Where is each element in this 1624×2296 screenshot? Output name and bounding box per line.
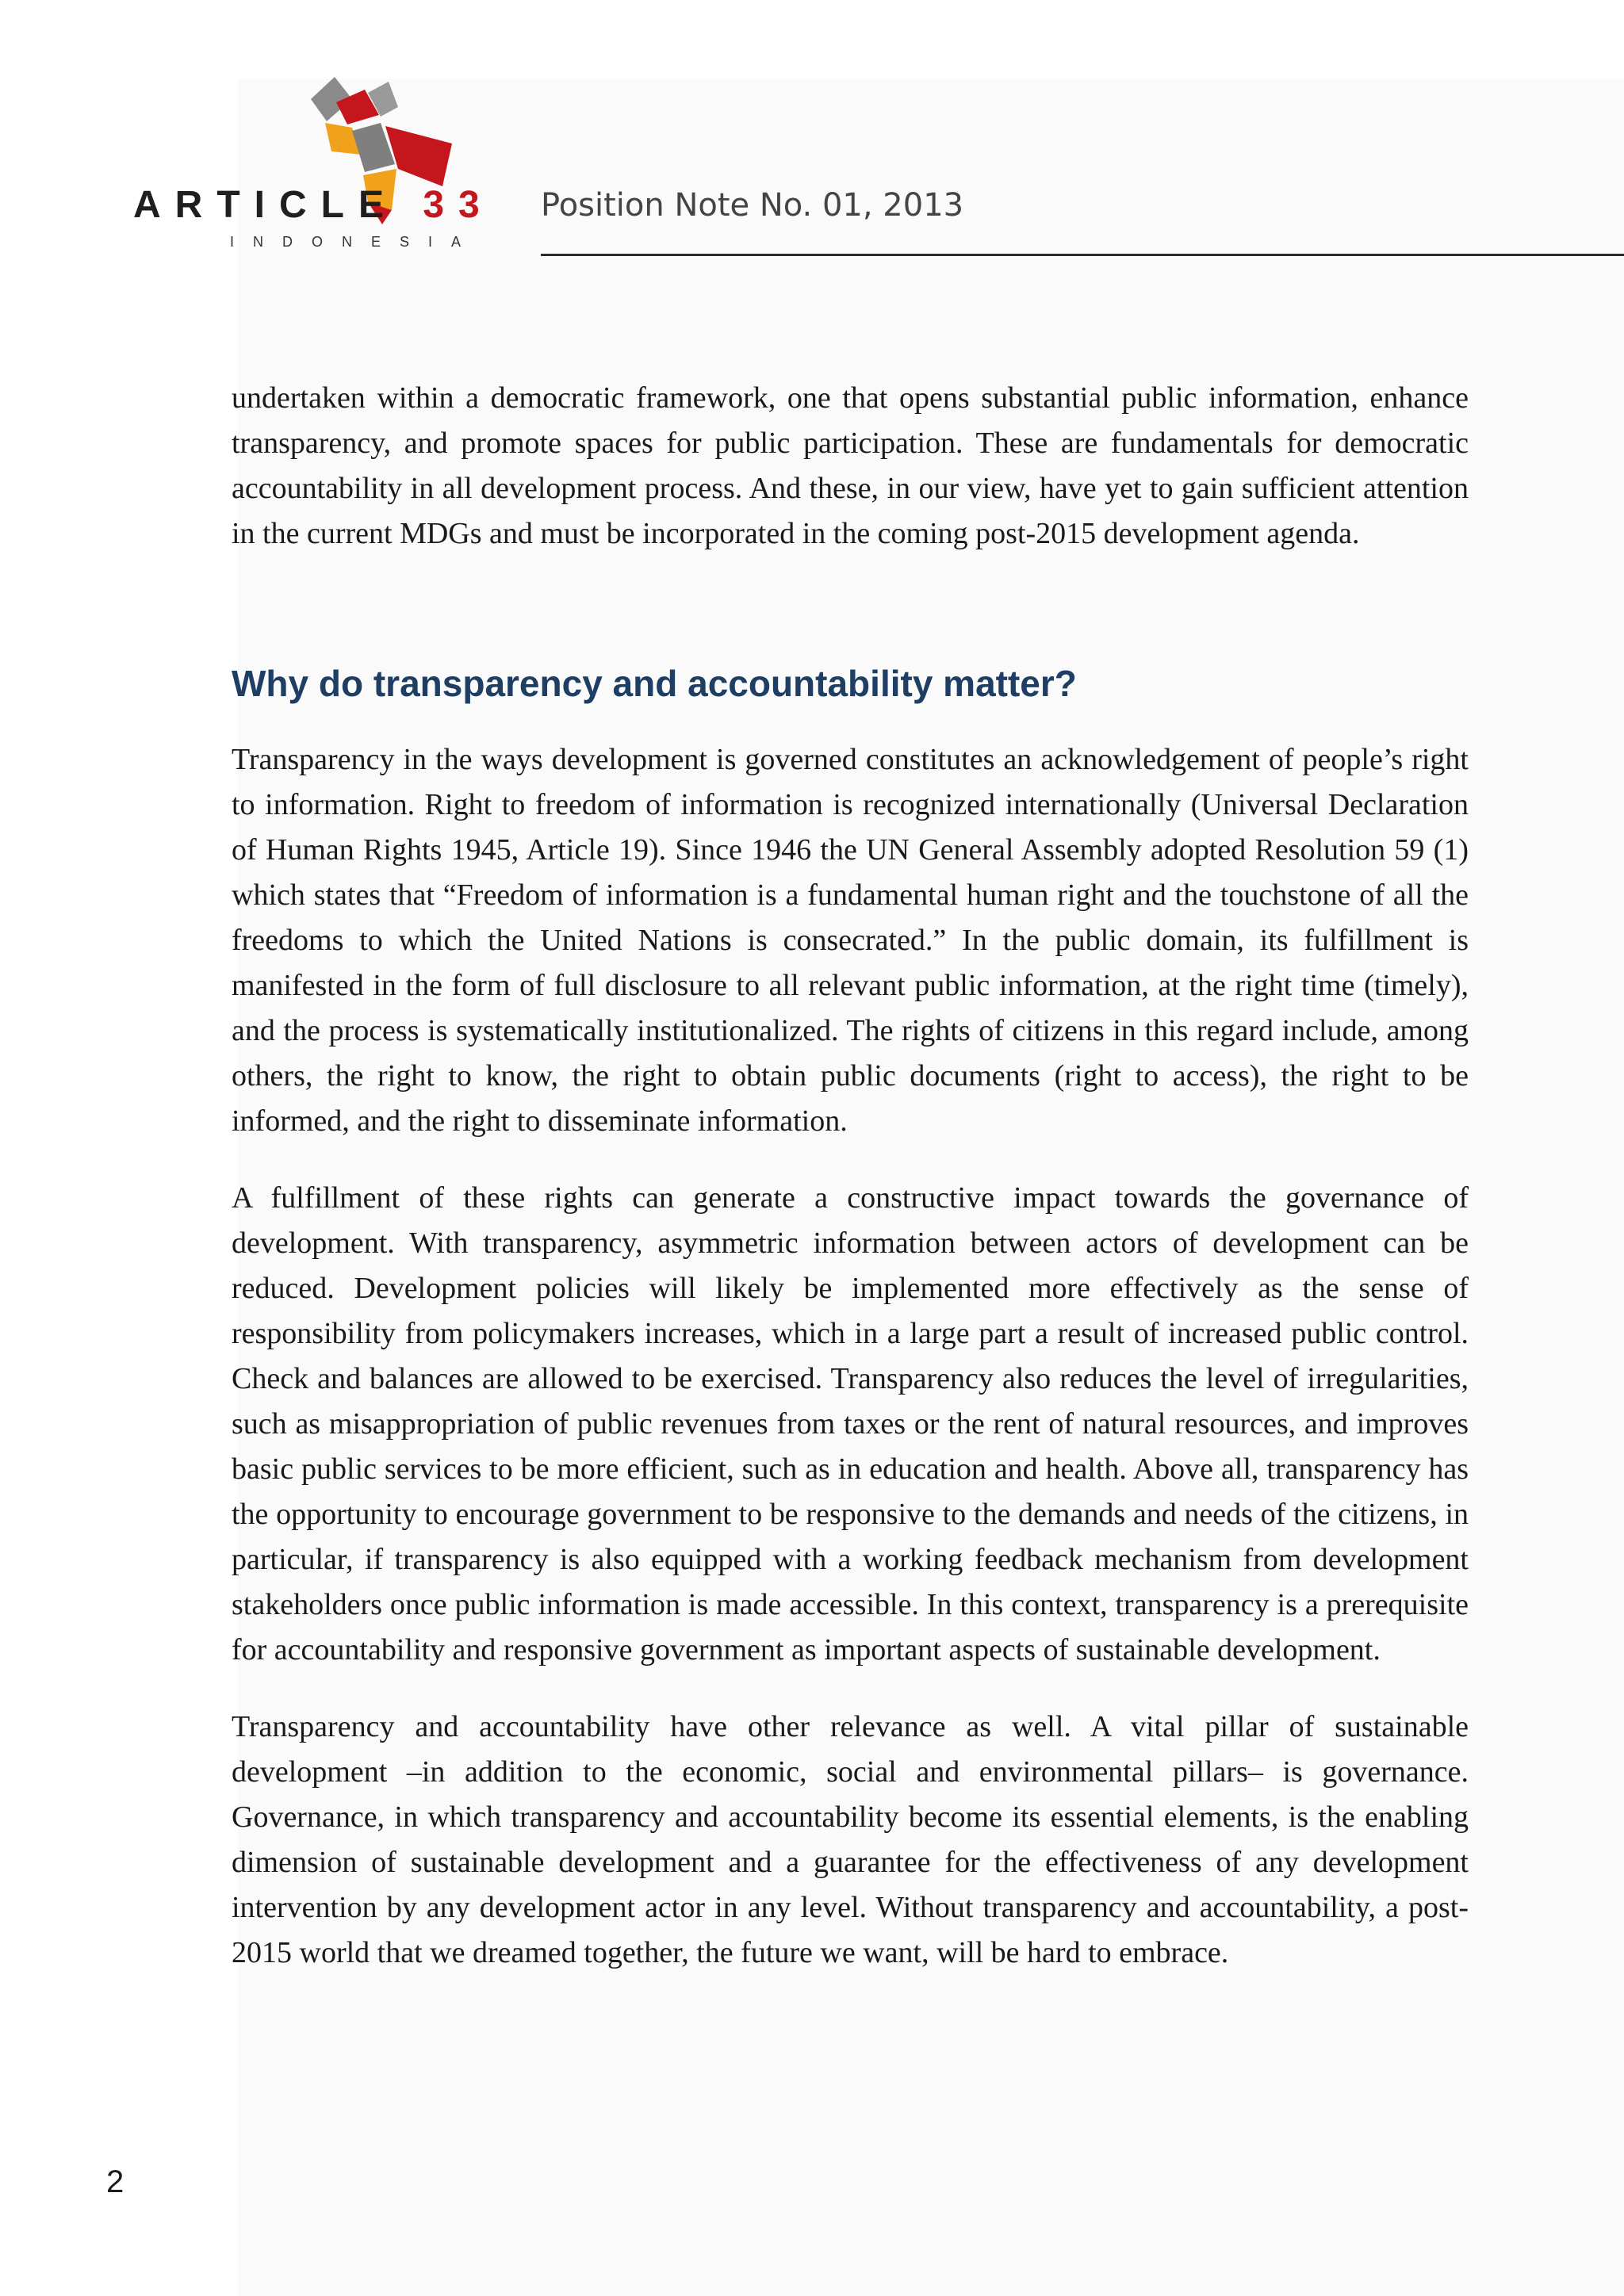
body-paragraph-2: A fulfillment of these rights can generate a constructive impact towards the governance of development. With transparency, asymmetric information between actors of development can be reduced. Development policies will likely be implemented more effectively as the sense of responsibility from policymakers increases, which in a large part a result of increased public control. Check and balances are allowed to be exercised. Transparency also reduces the level of irregularities, such as misappropriation of public revenues from taxes or the rent of natural resources, and improves basic public services to be more efficient, such as in education and health. Above all, transparency has the opportunity to encourage government to be responsive to the demands and needs of the citizens, in particular, if transparency is also equipped with a working feedback mechanism from development stakeholders once public information is made accessible. In this context, transparency is a prerequisite for accountability and responsive government as important aspects of sustainable development. (232, 1181, 1469, 1667)
logo-subtitle: INDONESIA (230, 234, 481, 250)
body-paragraph-1: Transparency in the ways development is governed constitutes an acknowledgement of people’s right to information. Right to freedom of information is recognized internationally (Universal Declaration of Human Rights 1945, Article 19). Since 1946 the UN General Assembly adopted Resolution 59 (1) which states that “Freedom of information is a fundamental human right and the touchstone of all the freedoms to which the United Nations is consecrated.” In the public domain, its fulfillment is manifested in the form of full disclosure to all relevant public information, at the right time (timely), and the process is systematically institutionalized. The rights of citizens in this regard include, among others, the right to know, the right to obtain public documents (right to access), the right to be informed, and the right to disseminate information. (232, 743, 1469, 1138)
document-body (232, 376, 1469, 2007)
position-note-label: Position Note No. 01, 2013 (541, 187, 964, 224)
article33-logo (127, 75, 500, 258)
page-number: 2 (106, 2164, 124, 2199)
logo-wordmark: ARTICLE 33 (133, 184, 494, 226)
intro-paragraph: undertaken within a democratic framework, one that opens substantial public information, enhance transparency, and promote spaces for public participation. These are fundamentals for democratic accountability in all development process. And these, in our view, have yet to gain sufficient attention in the current MDGs and must be incorporated in the coming post-2015 development agenda. (232, 381, 1469, 550)
body-paragraph-3: Transparency and accountability have other relevance as well. A vital pillar of sustainable development –in addition to the economic, social and environmental pillars– is governance. Governance, in which transparency and accountability become its essential elements, is the enabling dimension of sustainable development and a guarantee for the effectiveness of any development intervention by any development actor in any level. Without transparency and accountability, a post-2015 world that we dreamed together, the future we want, will be hard to embrace. (232, 1710, 1469, 1969)
header-divider (541, 254, 1624, 256)
section-heading: Why do transparency and accountability matter? (232, 663, 1077, 704)
